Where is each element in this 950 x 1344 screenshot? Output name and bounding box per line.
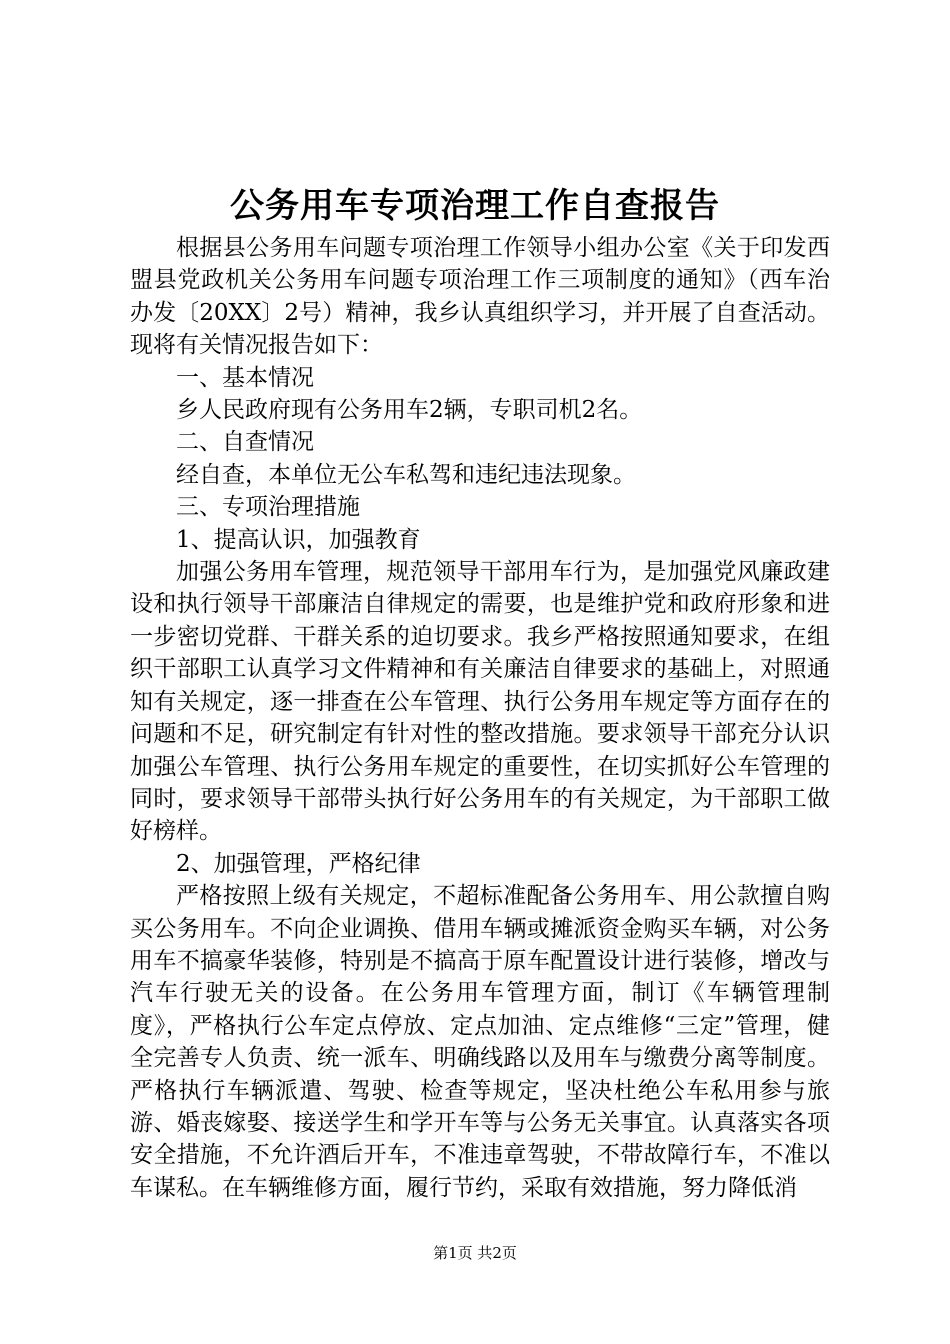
intro-paragraph: 根据县公务用车问题专项治理工作领导小组办公室《关于印发西盟县党政机关公务用车问题专项治理工作三项制度的通知》（西车治办发〔20XX〕2号）精神，我乡认真组织学习，并开展了自查活动。现将有关情况报告如下： [130,235,830,359]
subheading-management: 2、加强管理，严格纪律 [176,850,421,877]
paragraph-self-check: 经自查，本单位无公车私驾和违纪违法现象。 [176,461,636,488]
section-heading-basic: 一、基本情况 [176,364,314,391]
section-heading-self-check: 二、自查情况 [176,429,314,456]
document-title: 公务用车专项治理工作自查报告 [230,186,720,226]
section-heading-measures: 三、专项治理措施 [176,494,360,521]
paragraph-awareness: 加强公务用车管理，规范领导干部用车行为，是加强党风廉政建设和执行领导干部廉洁自律规定的需要，也是维护党和政府形象和进一步密切党群、干群关系的迫切要求。我乡严格按照通知要求，在组织干部职工认真学习文件精神和有关廉洁自律要求的基础上，对照通知有关规定，逐一排查在公车管理、执行公务用车规定等方面存在的问题和不足，研究制定有针对性的整改措施。要求领导干部充分认识加强公车管理、执行公务用车规定的重要性，在切实抓好公车管理的同时，要求领导干部带头执行好公务用车的有关规定，为干部职工做好榜样。 [130,559,830,845]
paragraph-management: 严格按照上级有关规定，不超标准配备公务用车、用公款擅自购买公务用车。不向企业调换、借用车辆或摊派资金购买车辆，对公务用车不搞豪华装修，特别是不搞高于原车配置设计进行装修，增改与汽车行驶无关的设备。在公务用车管理方面，制订《车辆管理制度》，严格执行公车定点停放、定点加油、定点维修“三定”管理，健全完善专人负责、统一派车、明确线路以及用车与缴费分离等制度。严格执行车辆派遣、驾驶、检查等规定，坚决杜绝公车私用参与旅游、婚丧嫁娶、接送学生和学开车等与公务无关事宜。认真落实各项安全措施，不允许酒后开车，不准违章驾驶，不带故障行车，不准以车谋私。在车辆维修方面，履行节约，采取有效措施，努力降低消 [130,883,830,1201]
page-footer: 第1页 共2页 [433,1244,517,1262]
paragraph-basic: 乡人民政府现有公务用车2辆，专职司机2名。 [176,397,643,424]
subheading-awareness: 1、提高认识，加强教育 [176,526,421,553]
document-body [130,232,830,1204]
